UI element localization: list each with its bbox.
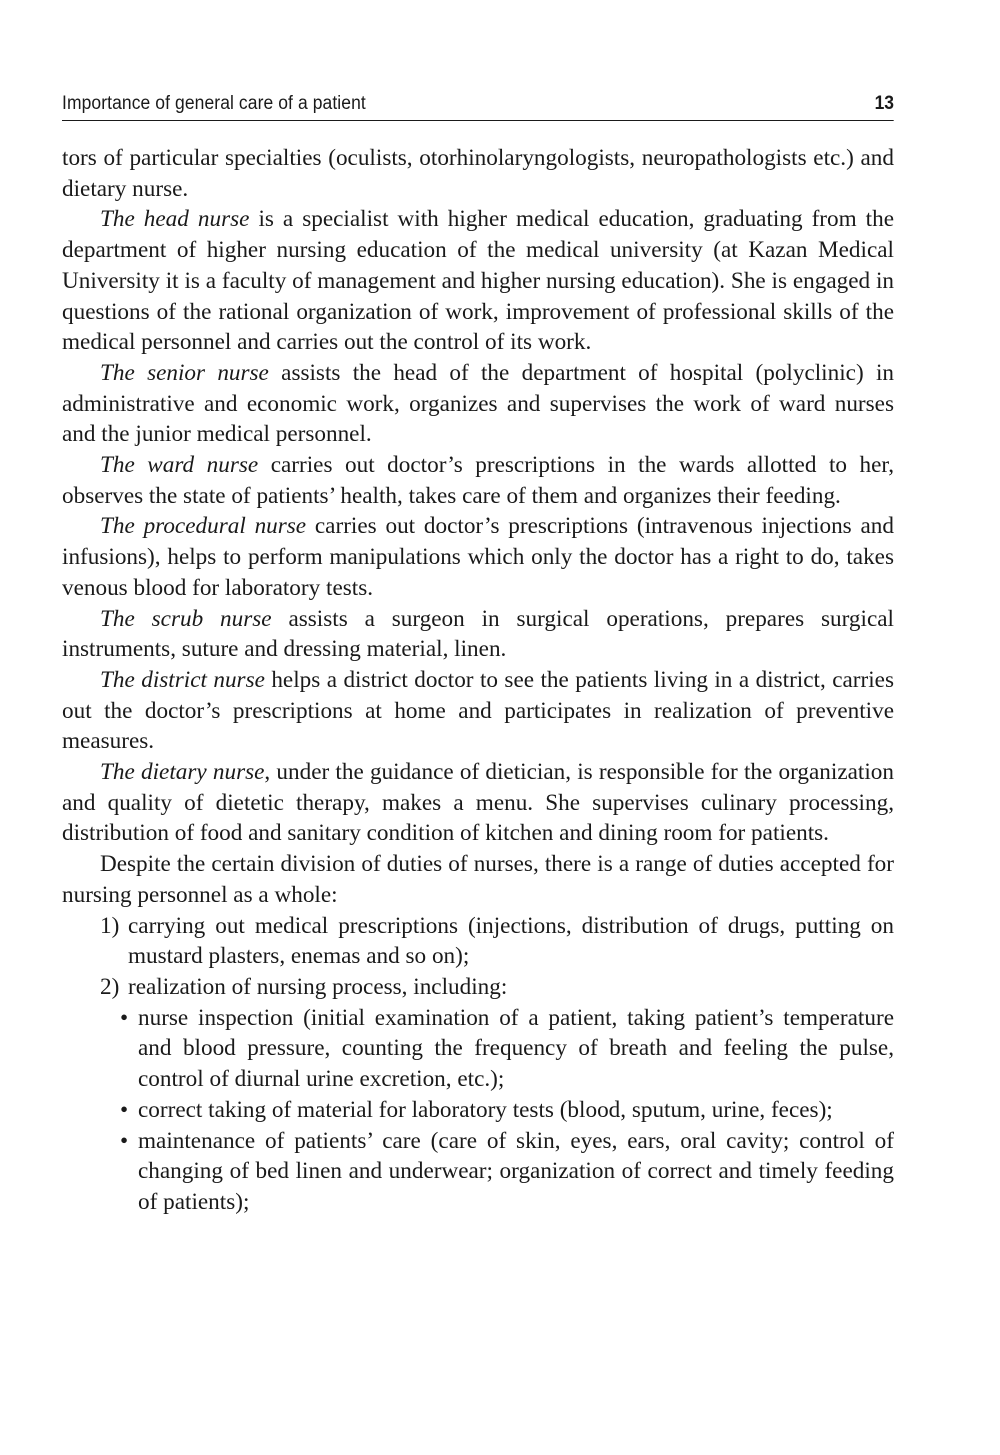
term-procedural-nurse: The procedural nurse [100, 513, 307, 540]
text-ward-nurse: carries out doctor’s prescriptions in the wards allotted to her, observes the state of patients’ health, takes care of them and organizes their feeding. [62, 452, 895, 509]
paragraph-procedural-nurse [62, 511, 894, 603]
body-text [62, 143, 894, 1218]
bullet-icon: • [120, 1096, 129, 1123]
running-header [62, 92, 894, 121]
bullet-icon: • [120, 1004, 129, 1031]
list-item-text: carrying out medical prescriptions (injections, distribution of drugs, putting on mustard plasters, enemas and so on); [128, 912, 894, 970]
text-senior-nurse: assists the head of the department of hospital (polyclinic) in administrative and economic work, organizes and supervises the work of ward nurses and the junior medical personnel. [62, 359, 894, 448]
term-scrub-nurse: The scrub nurse [100, 605, 272, 632]
paragraph-dietary-nurse [62, 757, 894, 849]
term-senior-nurse: The senior nurse [100, 359, 269, 386]
text-head-nurse: is a specialist with higher medical education, graduating from the department of higher nursing education of the medical university (at Kazan Medical University it is a faculty of management and higher nursing education). She is engaged in questions of the rational organization of work, improvement of professional skills of the medical personnel and carries out the control of its work. [62, 206, 894, 356]
term-dietary-nurse: The dietary nurse [100, 759, 265, 786]
list-item-number: 2) [100, 973, 120, 1000]
text-district-nurse: helps a district doctor to see the patients living in a district, carries out the doctor’s prescriptions at home and participates in realization of preventive measures. [62, 666, 894, 755]
paragraph-ward-nurse [62, 450, 894, 511]
term-district-nurse: The district nurse [100, 666, 265, 693]
duties-list [62, 911, 894, 1218]
term-head-nurse: The head nurse [100, 206, 250, 233]
sublist-item [120, 1126, 894, 1218]
sublist-item [120, 1003, 894, 1095]
text-scrub-nurse: assists a surgeon in surgical operations, prepares surgical instruments, suture and dressing material, linen. [62, 605, 894, 663]
nursing-process-sublist [120, 1003, 894, 1218]
bullet-icon: • [120, 1127, 129, 1154]
sublist-item-text: nurse inspection (initial examination of a patient, taking patient’s temperature and blood pressure, counting the frequency of breath and feeling the pulse, control of diurnal urine excretion, etc.); [138, 1004, 894, 1093]
list-item-number: 1) [100, 912, 120, 939]
term-ward-nurse: The ward nurse [100, 452, 259, 479]
running-title: Importance of general care of a patient [62, 93, 366, 114]
paragraph-despite: Despite the certain division of duties of nurses, there is a range of duties accepted for nursing personnel as a whole: [62, 851, 894, 908]
paragraph-district-nurse [62, 665, 894, 757]
sublist-item-text: maintenance of patients’ care (care of skin, eyes, ears, oral cavity; control of changing of bed linen and underwear; organization of correct and timely feeding of patients); [138, 1127, 894, 1215]
text-procedural-nurse: carries out doctor’s prescriptions (intravenous injections and infusions), helps to perform manipulations which only the doctor has a right to do, takes venous blood for laboratory tests. [62, 513, 894, 601]
paragraph-continuation: tors of particular specialties (oculists, otorhinolaryngologists, neuropathologists etc.) and dietary nurse. [62, 145, 894, 202]
list-item [62, 972, 894, 1218]
text-dietary-nurse: , under the guidance of dietician, is responsible for the organization and quality of dietetic therapy, makes a menu. She supervises culinary processing, distribution of food and sanitary condition of kitchen and dining room for patients. [62, 759, 894, 847]
book-page [62, 92, 894, 1218]
sublist-item-text: correct taking of material for laboratory tests (blood, sputum, urine, feces); [138, 1096, 833, 1123]
list-item-text: realization of nursing process, including: [128, 973, 508, 1000]
page-number: 13 [874, 93, 895, 114]
paragraph-head-nurse [62, 204, 894, 358]
paragraph-senior-nurse [62, 358, 894, 450]
paragraph-scrub-nurse [62, 604, 894, 665]
list-item [62, 911, 894, 972]
sublist-item [120, 1095, 894, 1126]
